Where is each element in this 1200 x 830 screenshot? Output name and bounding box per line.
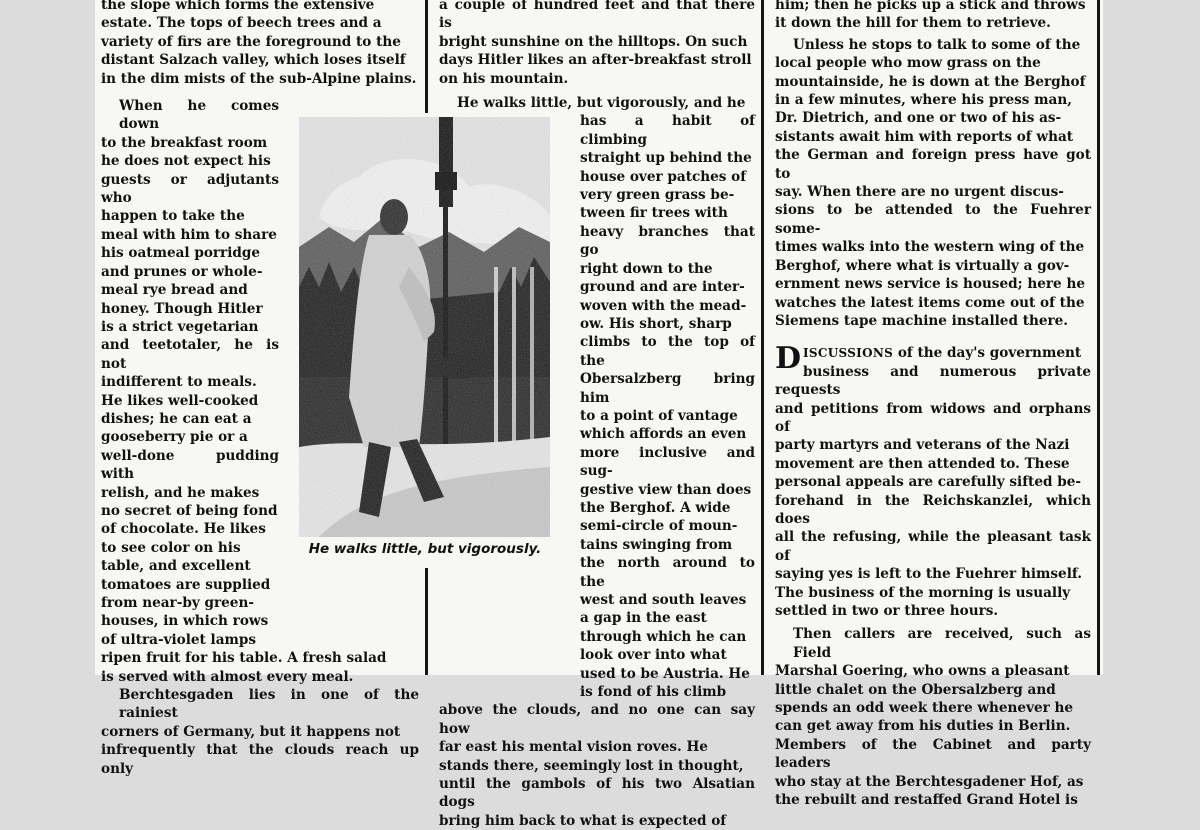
text-line: him; then he picks up a stick and throws (775, 0, 1086, 13)
col2-narrow-paragraph (580, 112, 755, 701)
text-line: personal appeals are carefully sifted be- (775, 474, 1082, 491)
col3-paragraph-4 (775, 625, 1091, 809)
text-line: straight up behind the (580, 150, 752, 167)
text-line: from near-by green- (101, 595, 254, 611)
text-line: the rebuilt and restaffed Grand Hotel is (775, 792, 1078, 809)
text-line: movement are then attended to. These (775, 455, 1070, 472)
text-line: the Berghof. A wide (580, 499, 731, 516)
col2-bottom-paragraph (439, 701, 755, 830)
text-line: He likes well-cooked (101, 392, 259, 409)
col1-bottom-paragraph (101, 649, 419, 778)
text-line: it down the hill for them to retrieve. (775, 15, 1051, 32)
text-line: days Hitler likes an after-breakfast stroll (439, 52, 752, 69)
text-line: tween fir trees with (580, 205, 728, 222)
text-line: the German and foreign press have got to (775, 147, 1091, 182)
text-line: The business of the morning is usually (775, 584, 1071, 601)
text-line: sistants await him with reports of what (775, 128, 1074, 145)
text-line: say. When there are no urgent discus- (775, 184, 1064, 201)
text-line: and teetotaler, he is not (101, 337, 279, 372)
text-line: business and numerous private requests (775, 363, 1091, 399)
text-line: to the breakfast room (101, 134, 268, 151)
text-line: Berghof, where what is virtually a gov- (775, 257, 1070, 274)
text-line: gooseberry pie or a (101, 429, 248, 446)
lead-tail: of the day's government (893, 345, 1082, 362)
col2-top-paragraph (439, 0, 755, 88)
text-line: When he comes down (119, 98, 279, 133)
photo-grain (299, 117, 550, 537)
text-line: ow. His short, sharp (580, 315, 732, 332)
text-line: settled in two or three hours. (775, 603, 999, 619)
col1-top-paragraph (101, 0, 419, 88)
text-line: very green grass be- (580, 187, 735, 204)
text-line: is fond of his climb (580, 684, 727, 701)
text-line: climbs to the top of the (580, 334, 755, 369)
text-line: tains swinging from (580, 536, 733, 553)
text-line: times walks into the western wing of the (775, 239, 1085, 256)
col1-narrow-paragraph (101, 97, 279, 649)
text-line: stands there, seemingly lost in thought, (439, 757, 744, 774)
text-line: more inclusive and sug- (580, 444, 755, 480)
text-line: which affords an even (580, 426, 747, 443)
text-line: Then callers are received, such as Field (793, 626, 1091, 661)
text-line: forehand in the Reichskanzlei, which does (775, 492, 1091, 527)
text-line: semi-circle of moun- (580, 518, 738, 535)
text-line: on his mountain. (439, 70, 569, 87)
article-column-3 (775, 0, 1091, 809)
text-line: meal with him to share (101, 226, 277, 243)
text-line: the slope which forms the extensive (101, 0, 375, 13)
text-line: has a habit of climbing (580, 113, 755, 148)
text-line: he does not expect his (101, 153, 271, 170)
text-line: Siemens tape machine installed there. (775, 312, 1069, 329)
text-line: west and south leaves (580, 592, 747, 608)
col3-paragraph-1 (775, 0, 1091, 33)
photo-image (299, 117, 550, 537)
text-line: and petitions from widows and orphans of (775, 400, 1091, 435)
text-line: well-done pudding with (101, 447, 279, 483)
text-line: saying yes is left to the Fuehrer himself. (775, 566, 1082, 583)
text-line: bring him back to what is expected of (439, 812, 727, 829)
small-caps-lead: ISCUSSIONS (803, 346, 894, 361)
text-line: used to be Austria. He (580, 665, 750, 682)
text-line: in the dim mists of the sub-Alpine plains. (101, 70, 417, 87)
text-line: dishes; he can eat a (101, 410, 252, 427)
text-line: above the clouds, and no one can say how (439, 702, 755, 737)
text-line: variety of firs are the foreground to the (101, 33, 401, 50)
text-line: Unless he stops to talk to some of the (793, 36, 1081, 53)
text-line: spends an odd week there whenever he (775, 700, 1074, 717)
text-line: ripen fruit for his table. A fresh salad (101, 650, 387, 667)
text-line: guests or adjutants who (101, 171, 279, 207)
text-line: his oatmeal porridge (101, 245, 261, 262)
text-line: gestive view than does (580, 481, 752, 498)
text-line: right down to the (580, 260, 713, 277)
text-line: far east his mental vision roves. He (439, 739, 708, 756)
text-line: mountainside, he is down at the Berghof (775, 73, 1086, 90)
text-line: meal rye bread and (101, 282, 248, 299)
text-line: houses, in which rows (101, 613, 269, 630)
text-line: happen to take the (101, 208, 245, 225)
text-line: local people who mow grass on the (775, 55, 1041, 72)
text-line: no secret of being fond (101, 502, 278, 519)
text-line: ernment news service is housed; here he (775, 276, 1085, 293)
text-line: a gap in the east (580, 610, 707, 627)
text-line: watches the latest items come out of the (775, 294, 1085, 311)
text-line: look over into what (580, 647, 727, 664)
text-line: is a strict vegetarian (101, 318, 259, 335)
text-line: of ultra-violet lamps (101, 631, 257, 648)
text-line: is served with almost every meal. (101, 668, 354, 685)
col3-paragraph-2 (775, 36, 1091, 331)
text-line: heavy branches that go (580, 223, 755, 259)
text-line: house over patches of (580, 168, 747, 185)
text-line: party martyrs and veterans of the Nazi (775, 437, 1070, 454)
drop-cap: D (775, 341, 802, 377)
newspaper-page (95, 0, 1103, 829)
text-line: bright sunshine on the hilltops. On such (439, 33, 748, 50)
text-line: a couple of hundred feet and that there is (439, 0, 755, 32)
text-line: and prunes or whole- (101, 263, 263, 280)
text-line: the north around to the (580, 555, 755, 590)
photograph (299, 117, 550, 537)
text-line: in a few minutes, where his press man, (775, 92, 1072, 109)
text-line: estate. The tops of beech trees and a (101, 15, 382, 32)
column-rule-right (761, 0, 764, 675)
page-rule-right (1097, 0, 1100, 675)
text-line: ground and are inter- (580, 279, 745, 296)
text-line: to see color on his (101, 539, 241, 556)
text-line: of chocolate. He likes (101, 521, 266, 538)
text-line: Dr. Dietrich, and one or two of his as- (775, 110, 1062, 127)
text-line: Members of the Cabinet and party leaders (775, 736, 1091, 772)
text-line (775, 341, 1091, 377)
text-line: Marshal Goering, who owns a pleasant (775, 663, 1070, 680)
text-line: all the refusing, while the pleasant task of (775, 529, 1091, 564)
photo-figure (290, 113, 560, 568)
text-line: sions to be attended to the Fuehrer some- (775, 202, 1091, 237)
text-line: He walks little, but vigorously, and he (457, 95, 746, 112)
text-line: little chalet on the Obersalzberg and (775, 681, 1056, 698)
photo-caption: He walks little, but vigorously. (308, 541, 542, 557)
text-line: corners of Germany, but it happens not (101, 723, 401, 740)
text-line: indifferent to meals. (101, 374, 257, 391)
text-line: honey. Though Hitler (101, 300, 263, 317)
text-line: tomatoes are supplied (101, 576, 271, 593)
text-line: until the gambols of his two Alsatian dogs (439, 776, 755, 811)
text-line: Obersalzberg bring him (580, 371, 755, 406)
text-line: can get away from his duties in Berlin. (775, 718, 1071, 735)
text-line: woven with the mead- (580, 297, 747, 314)
text-line: to a point of vantage (580, 407, 738, 424)
text-line: relish, and he makes (101, 484, 260, 501)
text-line: infrequently that the clouds reach up only (101, 742, 419, 777)
text-line: who stay at the Berchtesgadener Hof, as (775, 773, 1084, 790)
text-line: through which he can (580, 628, 747, 645)
text-line: distant Salzach valley, which loses itself (101, 52, 406, 69)
text-line: Berchtesgaden lies in one of the rainiest (119, 687, 419, 722)
text-line: table, and excellent (101, 558, 251, 575)
col3-paragraph-3 (775, 341, 1091, 620)
